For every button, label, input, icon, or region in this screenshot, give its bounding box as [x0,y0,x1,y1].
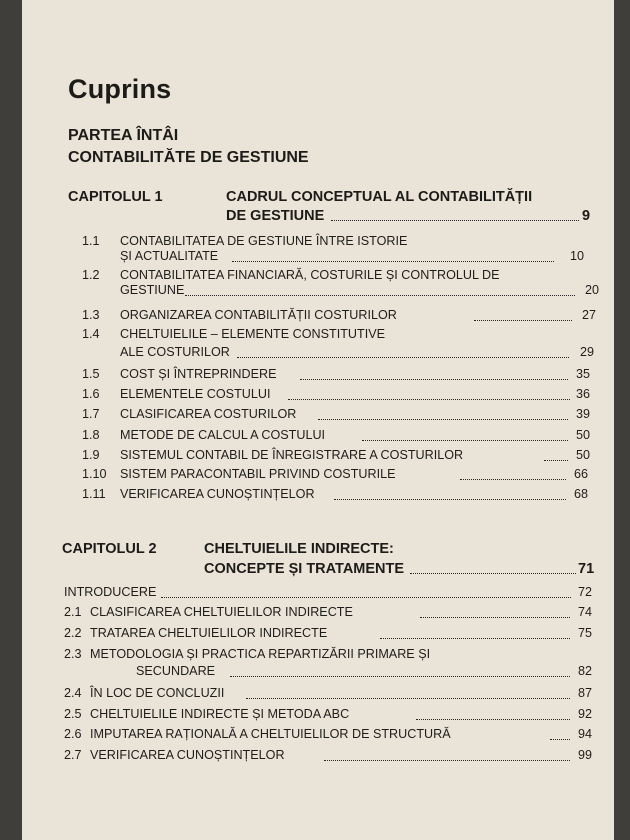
leader-dots [237,357,569,358]
entry-title-line2: GESTIUNE [120,283,185,297]
entry-title: TRATAREA CHELTUIELILOR INDIRECTE [90,626,328,640]
entry-number: 1.11 [82,487,106,501]
entry-number: 2.3 [64,647,82,661]
entry-title: VERIFICAREA CUNOȘTINȚELOR [120,487,315,501]
table-of-contents [22,0,614,840]
leader-dots [318,419,568,420]
chapter-title-line1: CHELTUIELILE INDIRECTE: [204,541,394,557]
entry-page: 92 [577,707,592,721]
entry-title: CONTABILITATEA FINANCIARĂ, COSTURILE ȘI CONTROLUL DE [120,268,500,282]
entry-page: 27 [581,308,596,322]
leader-dots [232,261,554,262]
book-page [22,0,614,840]
entry-title: CHELTUIELILE INDIRECTE ȘI METODA ABC [90,707,350,721]
entry-page: 72 [577,585,592,599]
entry-page: 50 [575,428,590,442]
entry-title: INTRODUCERE [64,585,157,599]
entry-number: 2.1 [64,605,82,619]
leader-dots [550,739,570,740]
leader-dots [331,220,579,221]
chapter-title-line1: CADRUL CONCEPTUAL AL CONTABILITĂȚII [226,189,533,205]
leader-dots [288,399,570,400]
entry-number: 1.3 [82,308,100,322]
entry-title-line2: ȘI ACTUALITATE [120,249,219,263]
leader-dots [460,479,566,480]
entry-title: CONTABILITATEA DE GESTIUNE ÎNTRE ISTORIE [120,234,408,248]
entry-title: CHELTUIELILE – ELEMENTE CONSTITUTIVE [120,327,385,341]
entry-page: 36 [575,387,590,401]
entry-number: 1.7 [82,407,100,421]
entry-number: 1.8 [82,428,100,442]
entry-title: METODOLOGIA ȘI PRACTICA REPARTIZĂRII PRIMARE ȘI [90,647,431,661]
chapter-page: 9 [582,208,591,224]
leader-dots [416,719,570,720]
entry-title-line2: SECUNDARE [136,664,216,678]
entry-page: 29 [579,345,594,359]
entry-page: 10 [569,249,584,263]
leader-dots [420,617,570,618]
leader-dots [334,499,566,500]
entry-number: 1.1 [82,234,100,248]
entry-title: COST ȘI ÎNTREPRINDERE [120,367,277,381]
chapter-label: CAPITOLUL 1 [68,189,163,205]
entry-number: 2.7 [64,748,82,762]
leader-dots [185,295,575,296]
page-title: Cuprins [68,74,172,104]
entry-number: 1.9 [82,448,100,462]
leader-dots [380,638,570,639]
entry-page: 99 [577,748,592,762]
entry-page: 20 [584,283,599,297]
leader-dots [410,573,576,574]
chapter-label: CAPITOLUL 2 [62,541,157,557]
entry-title: CLASIFICAREA CHELTUIELILOR INDIRECTE [90,605,353,619]
leader-dots [300,379,568,380]
entry-title: METODE DE CALCUL A COSTULUI [120,428,326,442]
entry-number: 1.5 [82,367,100,381]
chapter-title-line2: DE GESTIUNE [226,208,325,224]
leader-dots [161,597,571,598]
entry-page: 94 [577,727,592,741]
entry-title: SISTEMUL CONTABIL DE ÎNREGISTRARE A COSTURILOR [120,448,464,462]
leader-dots [324,760,570,761]
part-label: PARTEA ÎNTÂI [68,127,179,144]
entry-page: 75 [577,626,592,640]
leader-dots [474,320,572,321]
leader-dots [362,440,568,441]
entry-title: SISTEM PARACONTABIL PRIVIND COSTURILE [120,467,396,481]
leader-dots [246,698,570,699]
entry-title: ELEMENTELE COSTULUI [120,387,271,401]
entry-number: 2.2 [64,626,82,640]
entry-page: 82 [577,664,592,678]
entry-title: IMPUTAREA RAȚIONALĂ A CHELTUIELILOR DE STRUCTURĂ [90,727,451,741]
entry-number: 1.4 [82,327,100,341]
part-title: CONTABILITĂTE DE GESTIUNE [68,149,309,166]
entry-number: 1.2 [82,268,100,282]
entry-title: CLASIFICAREA COSTURILOR [120,407,297,421]
entry-number: 2.5 [64,707,82,721]
entry-number: 2.4 [64,686,82,700]
entry-page: 87 [577,686,592,700]
chapter-title-line2: CONCEPTE ȘI TRATAMENTE [204,561,405,577]
entry-title-line2: ALE COSTURILOR [120,345,230,359]
entry-number: 2.6 [64,727,82,741]
entry-page: 68 [573,487,588,501]
entry-page: 50 [575,448,590,462]
entry-page: 39 [575,407,590,421]
entry-title: ÎN LOC DE CONCLUZII [90,686,225,700]
chapter-page: 71 [578,561,595,577]
entry-number: 1.10 [82,467,107,481]
leader-dots [230,676,570,677]
entry-page: 74 [577,605,592,619]
entry-page: 66 [573,467,588,481]
entry-title: ORGANIZAREA CONTABILITĂȚII COSTURILOR [120,308,397,322]
entry-page: 35 [575,367,590,381]
entry-number: 1.6 [82,387,100,401]
entry-title: VERIFICAREA CUNOȘTINȚELOR [90,748,285,762]
leader-dots [544,460,568,461]
